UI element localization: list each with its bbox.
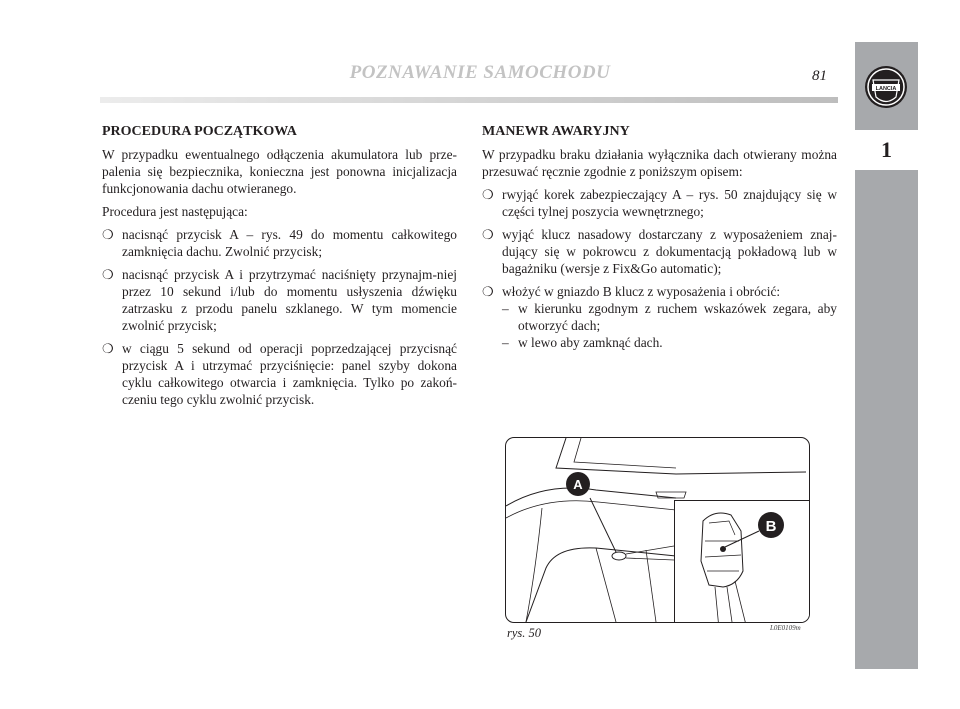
sub-item [502,300,837,334]
procedure-label: Procedura jest następująca: [102,204,248,219]
procedure-step [102,226,457,260]
sub-item-text: w kierunku zgodnym z ruchem wskazówek zegara, aby otworzyć dach; [518,301,837,333]
step-text: wyjąć klucz nasadowy dostarczany z wyposażeniem znaj-dujący się w pokrowcu z dokumentacją pokładową lub w bagażniku (wersje z Fix&Go automatic); [502,227,837,276]
bullet-icon: ❍ [482,227,494,242]
bullet-icon: ❍ [102,227,114,242]
step-text: włożyć w gniazdo B klucz z wyposażenia i obrócić: [502,284,781,299]
figure-code: L0E0109m [770,624,801,632]
dash-marker: – [502,335,509,350]
emergency-step [482,283,837,351]
logo-text: LANCIA [875,86,897,92]
step-text: w ciągu 5 sekund od operacji poprzedzającej przycisnąć przycisk A i utrzymać przyciśnięcie: panel szyby dokona cyklu całkowitego otwarcia i zamknięcia. Tylko po zakoń-czeniu tego cyklu zwolnić przycisk. [122,341,457,407]
emergency-step [482,226,837,277]
step-text: rwyjąć korek zabezpieczający A – rys. 50 znajdujący się w części tylnej poszycia wewnętrznego; [502,187,837,219]
left-column [102,123,457,414]
page-number: 81 [812,68,827,84]
procedure-step [102,266,457,334]
right-column [482,123,837,351]
sub-item [502,334,837,351]
section-title: POZNAWANIE SAMOCHODU [349,62,611,83]
bullet-icon: ❍ [482,187,494,202]
sub-item-text: w lewo aby zamknąć dach. [518,335,663,350]
procedure-intro: W przypadku ewentualnego odłączenia akumulatora lub prze-palenia się bezpiecznika, konieczna jest ponowna inicjalizacja funkcjonowania dachu otwieranego. [102,147,457,196]
step-text: nacisnąć przycisk A i przytrzymać naciśnięty przynajm-niej przez 10 sekund i/lub do momentu usłyszenia dźwięku zatrzasku z przodu panelu szklanego. W tym momencie zwolnić przycisk; [122,267,457,333]
emergency-heading: MANEWR AWARYJNY [482,124,630,139]
emergency-step [482,186,837,220]
emergency-intro: W przypadku braku działania wyłącznika dach otwierany można przesuwać ręcznie zgodnie z poniższym opisem: [482,147,837,179]
header-rule [100,97,838,103]
label-b: B [765,518,777,535]
bullet-icon: ❍ [102,341,114,356]
detail-inset [674,500,810,623]
figure-50-illustration [505,437,810,623]
motor-detail-drawing [675,501,810,623]
procedure-heading: PROCEDURA POCZĄTKOWA [102,124,297,139]
chapter-number: 1 [855,130,918,170]
figure-caption: rys. 50 [507,626,542,640]
bullet-icon: ❍ [102,267,114,282]
procedure-step [102,340,457,408]
step-text: nacisnąć przycisk A – rys. 49 do momentu całkowitego zamknięcia dachu. Zwolnić przycisk; [122,227,457,259]
lancia-logo [863,64,909,110]
bullet-icon: ❍ [482,284,494,299]
dash-marker: – [502,301,509,316]
label-a: A [573,477,583,492]
